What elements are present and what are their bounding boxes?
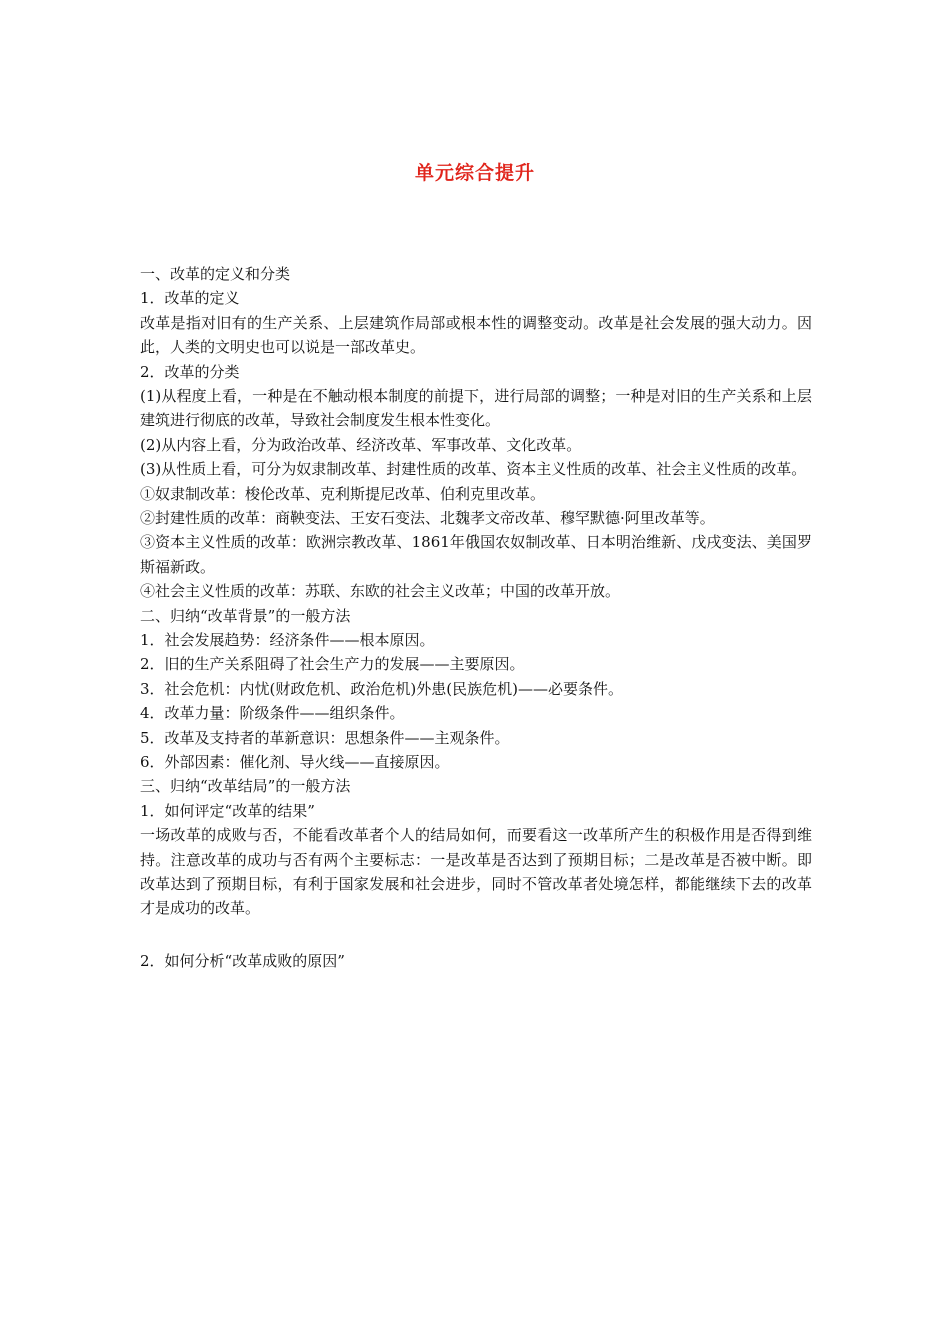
list-item: 2．旧的生产关系阻碍了社会生产力的发展——主要原因。 — [140, 655, 525, 674]
paragraph: 改革是指对旧有的生产关系、上层建筑作局部或根本性的调整变动。改革是社会发展的强大动力。因此，人类的文明史也可以说是一部改革史。 — [140, 313, 812, 357]
list-item: ④社会主义性质的改革：苏联、东欧的社会主义改革；中国的改革开放。 — [140, 582, 621, 601]
list-item: 4．改革力量：阶级条件——组织条件。 — [140, 704, 405, 723]
section-heading-3: 三、归纳“改革结局”的一般方法 — [140, 777, 351, 796]
document-body — [140, 262, 812, 973]
list-item: ②封建性质的改革：商鞅变法、王安石变法、北魏孝文帝改革、穆罕默德·阿里改革等。 — [140, 508, 715, 527]
page-title: 单元综合提升 — [414, 162, 535, 184]
subheading: 1．如何评定“改革的结果” — [140, 801, 315, 820]
list-item: ①奴隶制改革：梭伦改革、克利斯提尼改革、伯利克里改革。 — [140, 484, 546, 503]
subheading: 1．改革的定义 — [140, 289, 240, 308]
list-item: 3．社会危机：内忧(财政危机、政治危机)外患(民族危机)——必要条件。 — [140, 679, 623, 698]
text-line: (2)从内容上看，分为政治改革、经济改革、军事改革、文化改革。 — [140, 435, 582, 454]
spacer — [140, 921, 812, 949]
list-item: 1．社会发展趋势：经济条件——根本原因。 — [140, 630, 435, 649]
list-item: ③资本主义性质的改革：欧洲宗教改革、1861年俄国农奴制改革、日本明治维新、戊戌变法、美国罗斯福新政。 — [140, 533, 812, 576]
paragraph: 一场改革的成败与否，不能看改革者个人的结局如何，而要看这一改革所产生的积极作用是否得到维持。注意改革的成功与否有两个主要标志：一是改革是否达到了预期目标；二是改革是否被中断。即改革达到了预期目标，有利于国家发展和社会进步，同时不管改革者处境怎样，都能继续下去的改革才是成功的改革。 — [140, 826, 812, 918]
list-item: 5．改革及支持者的革新意识：思想条件——主观条件。 — [140, 728, 510, 747]
paragraph: (1)从程度上看，一种是在不触动根本制度的前提下，进行局部的调整；一种是对旧的生产关系和上层建筑进行彻底的改革，导致社会制度发生根本性变化。 — [140, 386, 812, 430]
section-heading-2: 二、归纳“改革背景”的一般方法 — [140, 606, 351, 625]
section-heading-1: 一、改革的定义和分类 — [140, 265, 291, 283]
subheading: 2．如何分析“改革成败的原因” — [140, 951, 345, 970]
list-item: 6．外部因素：催化剂、导火线——直接原因。 — [140, 752, 450, 771]
subheading: 2．改革的分类 — [140, 362, 240, 381]
paragraph: (3)从性质上看，可分为奴隶制改革、封建性质的改革、资本主义性质的改革、社会主义性质的改革。 — [140, 460, 807, 479]
